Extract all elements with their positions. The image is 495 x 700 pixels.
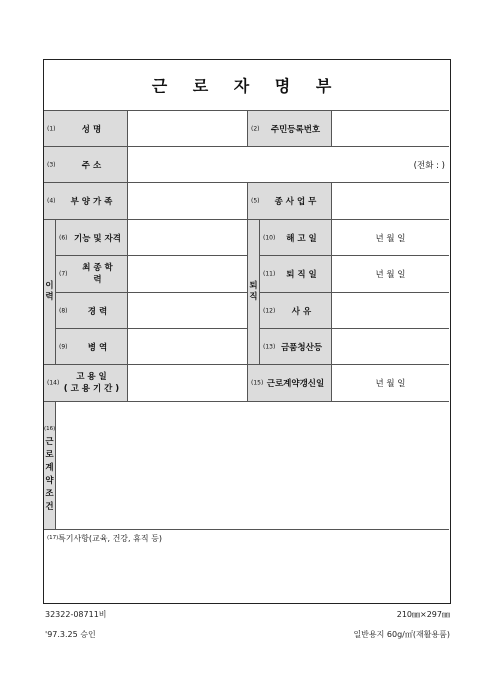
history-group-label: 이 력 bbox=[45, 281, 54, 302]
settlement-label: 금품청산등 bbox=[280, 342, 323, 353]
leave-date-field[interactable] bbox=[332, 256, 449, 293]
name-field[interactable] bbox=[128, 111, 248, 147]
contract-label: 근 로 계 약 조 건 bbox=[45, 437, 54, 512]
career-label: 경 력 bbox=[87, 306, 108, 317]
contract-num: (16) bbox=[44, 426, 56, 432]
career-label-cell bbox=[56, 293, 128, 329]
leave-date-label-cell bbox=[260, 256, 332, 293]
paper-size: 210㎜×297㎜ bbox=[396, 610, 450, 619]
military-field[interactable] bbox=[128, 329, 248, 365]
paper-type: 일반용지 60g/㎡(재활용품) bbox=[353, 630, 450, 639]
history-group-cell bbox=[44, 220, 56, 365]
settlement-label-cell bbox=[260, 329, 332, 365]
retire-group-cell bbox=[248, 220, 260, 365]
address-label: 주 소 bbox=[81, 160, 102, 171]
remarks-label: 특기사항(교육, 건강, 휴직 등) bbox=[58, 534, 162, 543]
renewal-value: 년 월 일 bbox=[375, 379, 406, 389]
remarks-num: (17) bbox=[47, 535, 59, 541]
rrn-field[interactable] bbox=[332, 111, 449, 147]
approval-date: '97.3.25 승인 bbox=[45, 630, 96, 639]
dependents-field[interactable] bbox=[128, 183, 248, 220]
reason-field[interactable] bbox=[332, 293, 449, 329]
hire-num: (14) bbox=[47, 379, 60, 387]
address-field[interactable] bbox=[128, 147, 449, 183]
name-label-cell bbox=[44, 111, 128, 147]
duty-field[interactable] bbox=[332, 183, 449, 220]
dependents-num: (4) bbox=[47, 197, 56, 205]
leave-date-num: (11) bbox=[263, 270, 276, 278]
military-num: (9) bbox=[59, 343, 68, 350]
contract-field[interactable] bbox=[56, 402, 449, 530]
skills-label-cell bbox=[56, 220, 128, 256]
retire-date-field[interactable] bbox=[332, 220, 449, 256]
skills-label: 기능 및 자격 bbox=[74, 233, 121, 244]
renewal-num: (15) bbox=[251, 379, 264, 387]
name-num: (1) bbox=[47, 125, 56, 132]
name-label: 성 명 bbox=[81, 124, 102, 135]
education-field[interactable] bbox=[128, 256, 248, 293]
military-label: 병 역 bbox=[87, 342, 108, 353]
education-num: (7) bbox=[59, 270, 68, 278]
form-title: 근 로 자 명 부 bbox=[151, 76, 342, 96]
address-num: (3) bbox=[47, 161, 56, 168]
reason-label: 사 유 bbox=[291, 306, 312, 317]
hire-field[interactable] bbox=[128, 365, 248, 402]
military-label-cell bbox=[56, 329, 128, 365]
renewal-label-cell bbox=[248, 365, 332, 402]
rrn-num: (2) bbox=[251, 125, 260, 132]
duty-num: (5) bbox=[251, 197, 260, 205]
duty-label-cell bbox=[248, 183, 332, 220]
rrn-label-cell bbox=[248, 111, 332, 147]
renewal-label: 근로계약갱신일 bbox=[266, 379, 325, 389]
education-label-cell bbox=[56, 256, 128, 293]
skills-field[interactable] bbox=[128, 220, 248, 256]
career-field[interactable] bbox=[128, 293, 248, 329]
reason-label-cell bbox=[260, 293, 332, 329]
skills-num: (6) bbox=[59, 234, 68, 241]
retire-date-value: 년 월 일 bbox=[375, 233, 406, 244]
dependents-label-cell bbox=[44, 183, 128, 220]
rrn-label: 주민등록번호 bbox=[270, 124, 321, 135]
retire-date-label: 해 고 일 bbox=[286, 233, 317, 244]
dependents-label: 부 양 가 족 bbox=[70, 197, 113, 207]
hire-label-cell bbox=[44, 365, 128, 402]
phone-label: (전화 : ) bbox=[413, 160, 445, 171]
career-num: (8) bbox=[59, 307, 68, 314]
retire-date-num: (10) bbox=[263, 234, 276, 241]
duty-label: 종 사 업 무 bbox=[274, 197, 317, 207]
title-cell bbox=[44, 60, 449, 111]
retire-group-label: 퇴 직 bbox=[249, 281, 258, 302]
leave-date-value: 년 월 일 bbox=[375, 270, 406, 280]
retire-date-label-cell bbox=[260, 220, 332, 256]
leave-date-label: 퇴 직 일 bbox=[286, 270, 317, 280]
settlement-num: (13) bbox=[263, 343, 276, 350]
education-label: 최 종 학 력 bbox=[82, 263, 113, 285]
contract-label-cell bbox=[44, 402, 56, 530]
reason-num: (12) bbox=[263, 307, 276, 314]
renewal-field[interactable] bbox=[332, 365, 449, 402]
settlement-field[interactable] bbox=[332, 329, 449, 365]
address-label-cell bbox=[44, 147, 128, 183]
remarks-field[interactable] bbox=[44, 530, 449, 602]
hire-label: 고 용 일 ( 고 용 기 간 ) bbox=[63, 372, 120, 394]
worker-register-form bbox=[43, 59, 451, 604]
form-code: 32322-08711비 bbox=[45, 610, 107, 619]
